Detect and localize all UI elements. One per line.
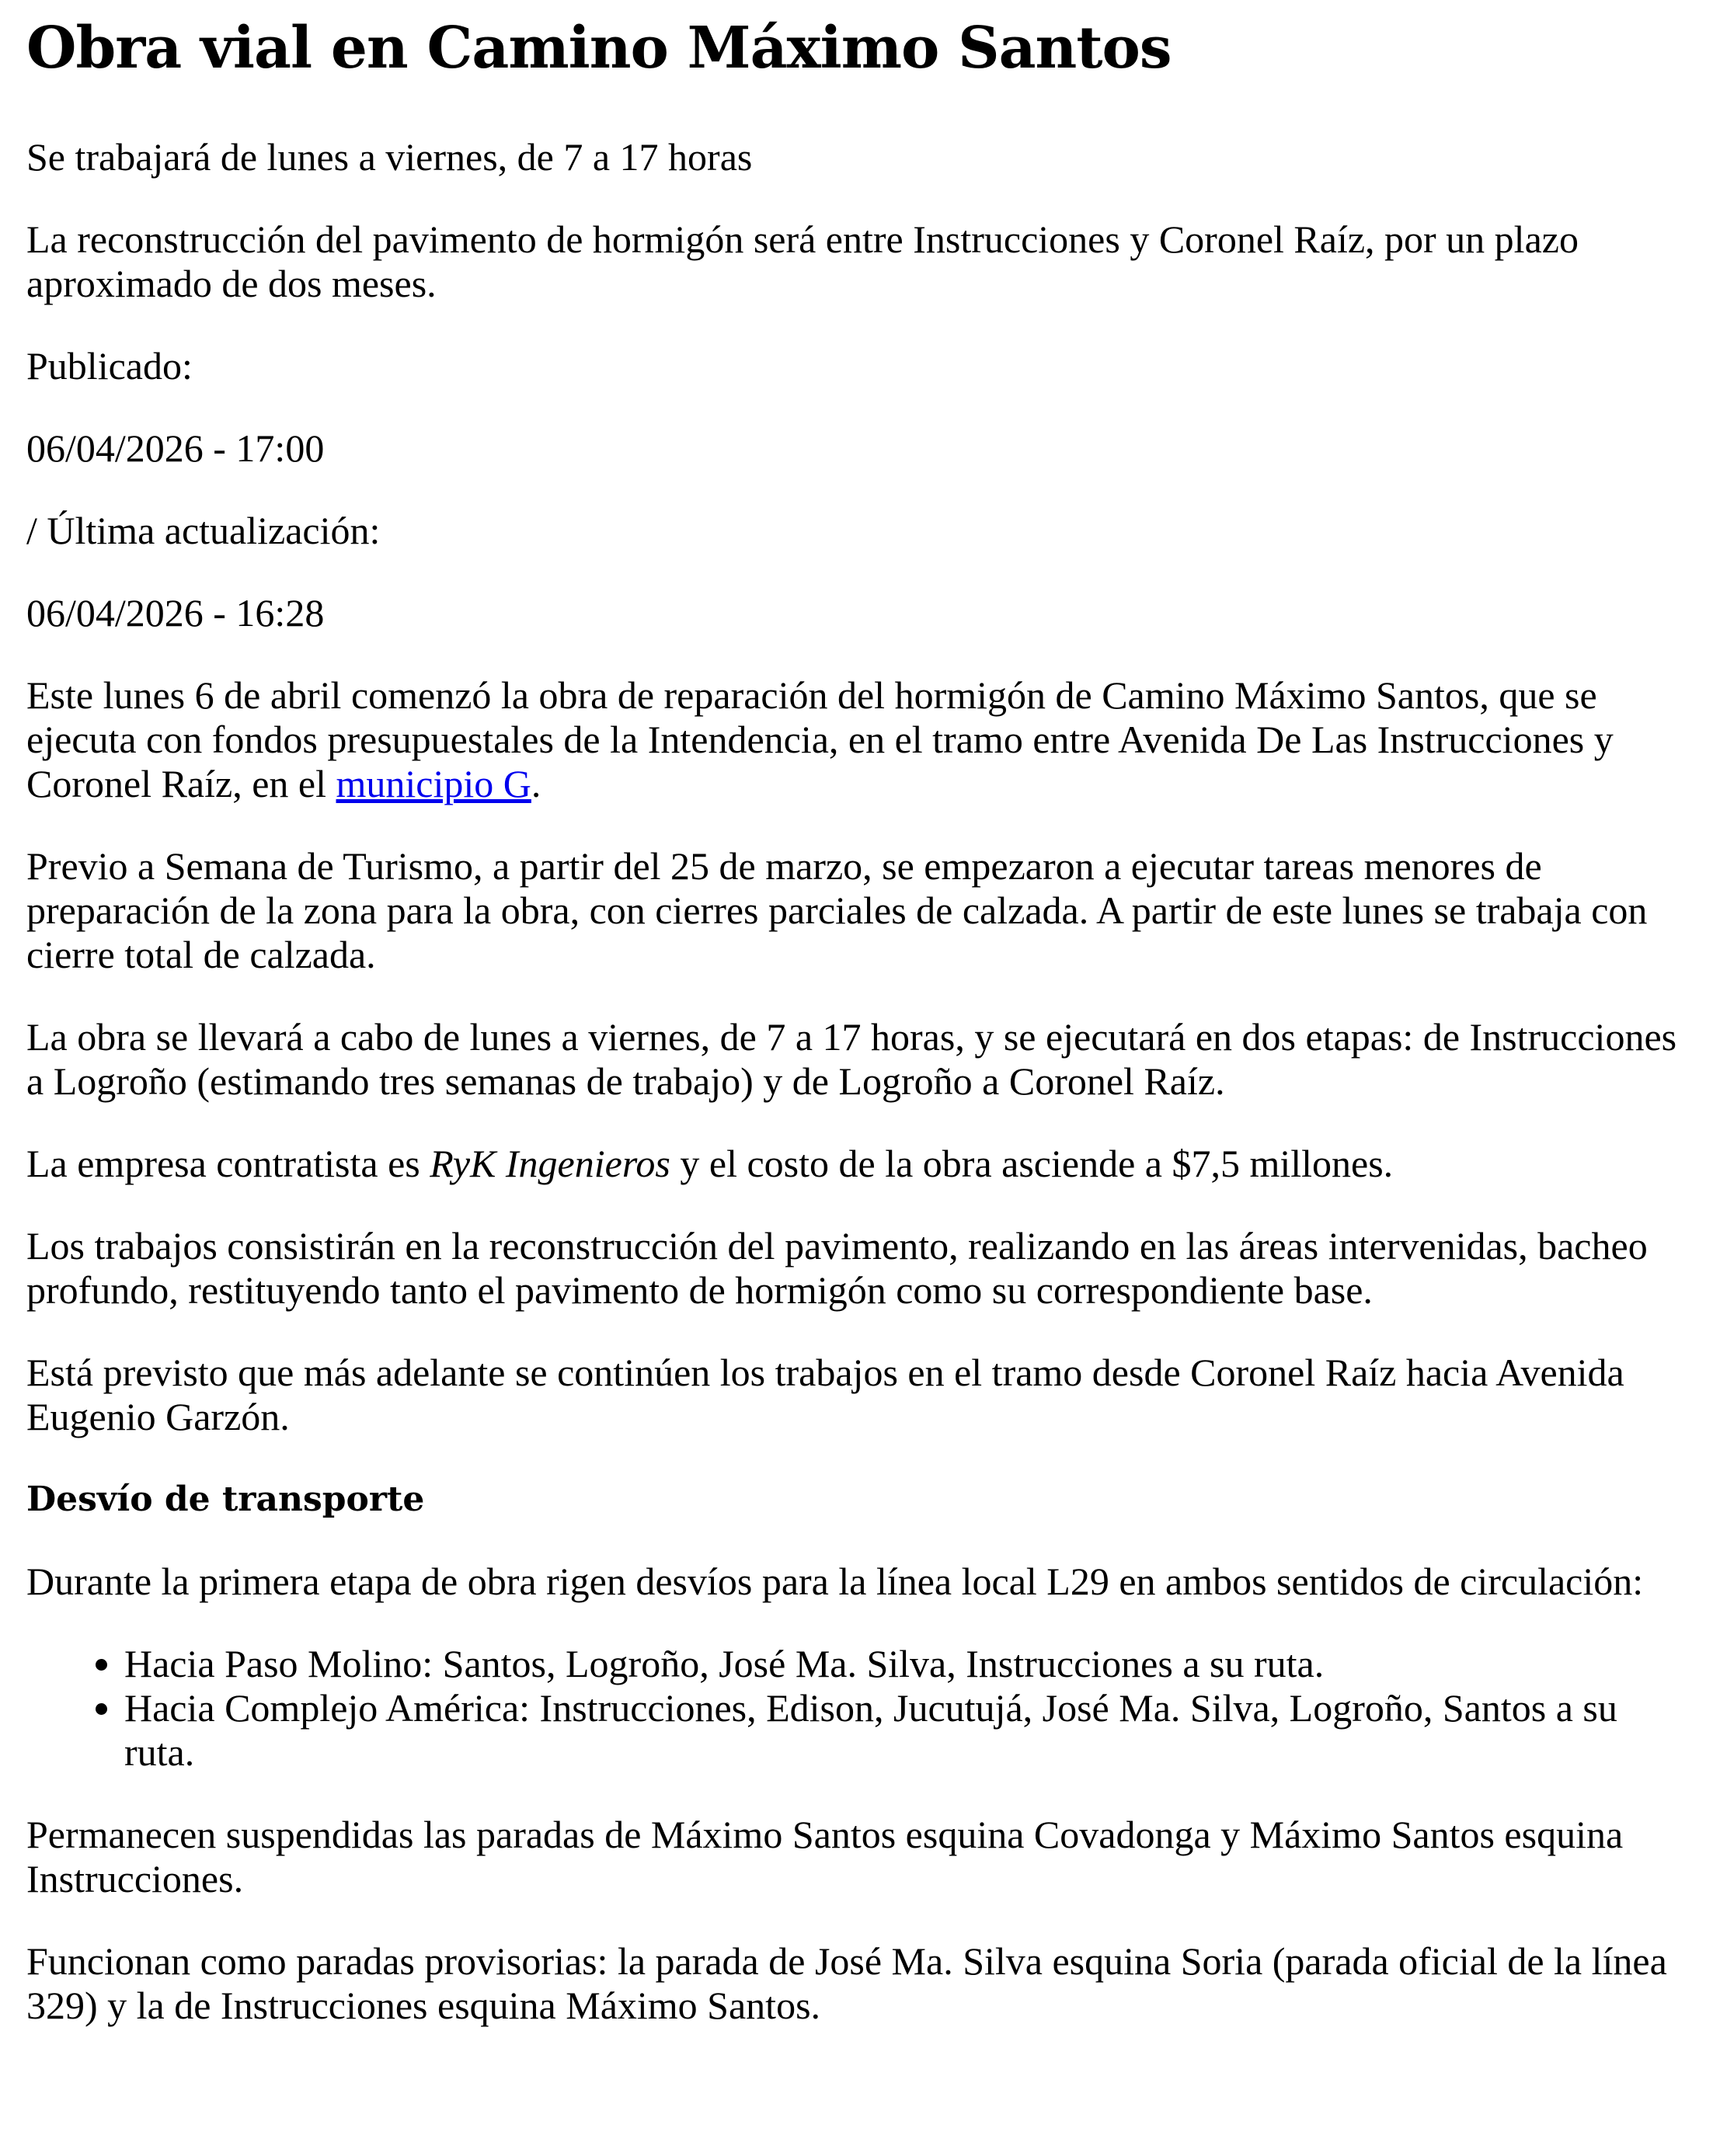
body-paragraph-4	[26, 1142, 1687, 1186]
suspended-stops: Permanecen suspendidas las paradas de Máximo Santos esquina Covadonga y Máximo Santos esquina Instrucciones.	[26, 1813, 1624, 1900]
transport-heading: Desvío de transporte	[26, 1480, 425, 1519]
body-paragraph-1-text: Este lunes 6 de abril comenzó la obra de reparación del hormigón de Camino Máximo Santos, que se ejecuta con fondos presupuestales de la Intendencia, en el tramo entre Avenida De Las Instrucciones y Coronel Raíz, en el	[26, 673, 1614, 805]
provisional-stops: Funcionan como paradas provisorias: la parada de José Ma. Silva esquina Soria (parada oficial de la línea 329) y la de Instrucciones esquina Máximo Santos.	[26, 1939, 1667, 2027]
published-label: Publicado:	[26, 344, 193, 388]
body-paragraph-2: Previo a Semana de Turismo, a partir del 25 de marzo, se empezaron a ejecutar tareas menores de preparación de la zona para la obra, con cierres parciales de calzada. A partir de este lunes se trabaja con cierre total de calzada.	[26, 844, 1648, 976]
updated-label: / Última actualización:	[26, 509, 381, 552]
body-paragraph-5: Los trabajos consistirán en la reconstrucción del pavimento, realizando en las áreas intervenidas, bacheo profundo, restituyendo tanto el pavimento de hormigón como su correspondiente base.	[26, 1224, 1648, 1312]
body-paragraph-3: La obra se llevará a cabo de lunes a viernes, de 7 a 17 horas, y se ejecutará en dos etapas: de Instrucciones a Logroño (estimando tres semanas de trabajo) y de Logroño a Coronel Raíz.	[26, 1015, 1677, 1103]
body-paragraph-4-text: La empresa contratista es	[26, 1142, 430, 1185]
body-paragraph-1	[26, 673, 1687, 806]
article-summary: La reconstrucción del pavimento de hormigón será entre Instrucciones y Coronel Raíz, por un plazo aproximado de dos meses.	[26, 217, 1579, 305]
detour-item: • Hacia Complejo América: Instrucciones, Edison, Jucutujá, José Ma. Silva, Logroño, Santos a su ruta.	[124, 1686, 1687, 1775]
transport-intro: Durante la primera etapa de obra rigen desvíos para la línea local L29 en ambos sentidos de circulación:	[26, 1560, 1644, 1603]
article-title: Obra vial en Camino Máximo Santos	[26, 15, 1172, 82]
detour-list	[26, 1642, 1687, 1775]
updated-date: 06/04/2026 - 16:28	[26, 591, 325, 635]
body-paragraph-1-end: .	[531, 762, 541, 805]
published-date: 06/04/2026 - 17:00	[26, 426, 325, 470]
contractor-name: RyK Ingenieros	[430, 1142, 670, 1185]
body-paragraph-6: Está previsto que más adelante se continúen los trabajos en el tramo desde Coronel Raíz hacia Avenida Eugenio Garzón.	[26, 1351, 1624, 1438]
detour-item: • Hacia Paso Molino: Santos, Logroño, José Ma. Silva, Instrucciones a su ruta.	[124, 1642, 1687, 1686]
article-subtitle: Se trabajará de lunes a viernes, de 7 a 17 horas	[26, 135, 753, 179]
municipio-link[interactable]: municipio G	[336, 762, 531, 805]
body-paragraph-4-end: y el costo de la obra asciende a $7,5 millones.	[670, 1142, 1394, 1185]
